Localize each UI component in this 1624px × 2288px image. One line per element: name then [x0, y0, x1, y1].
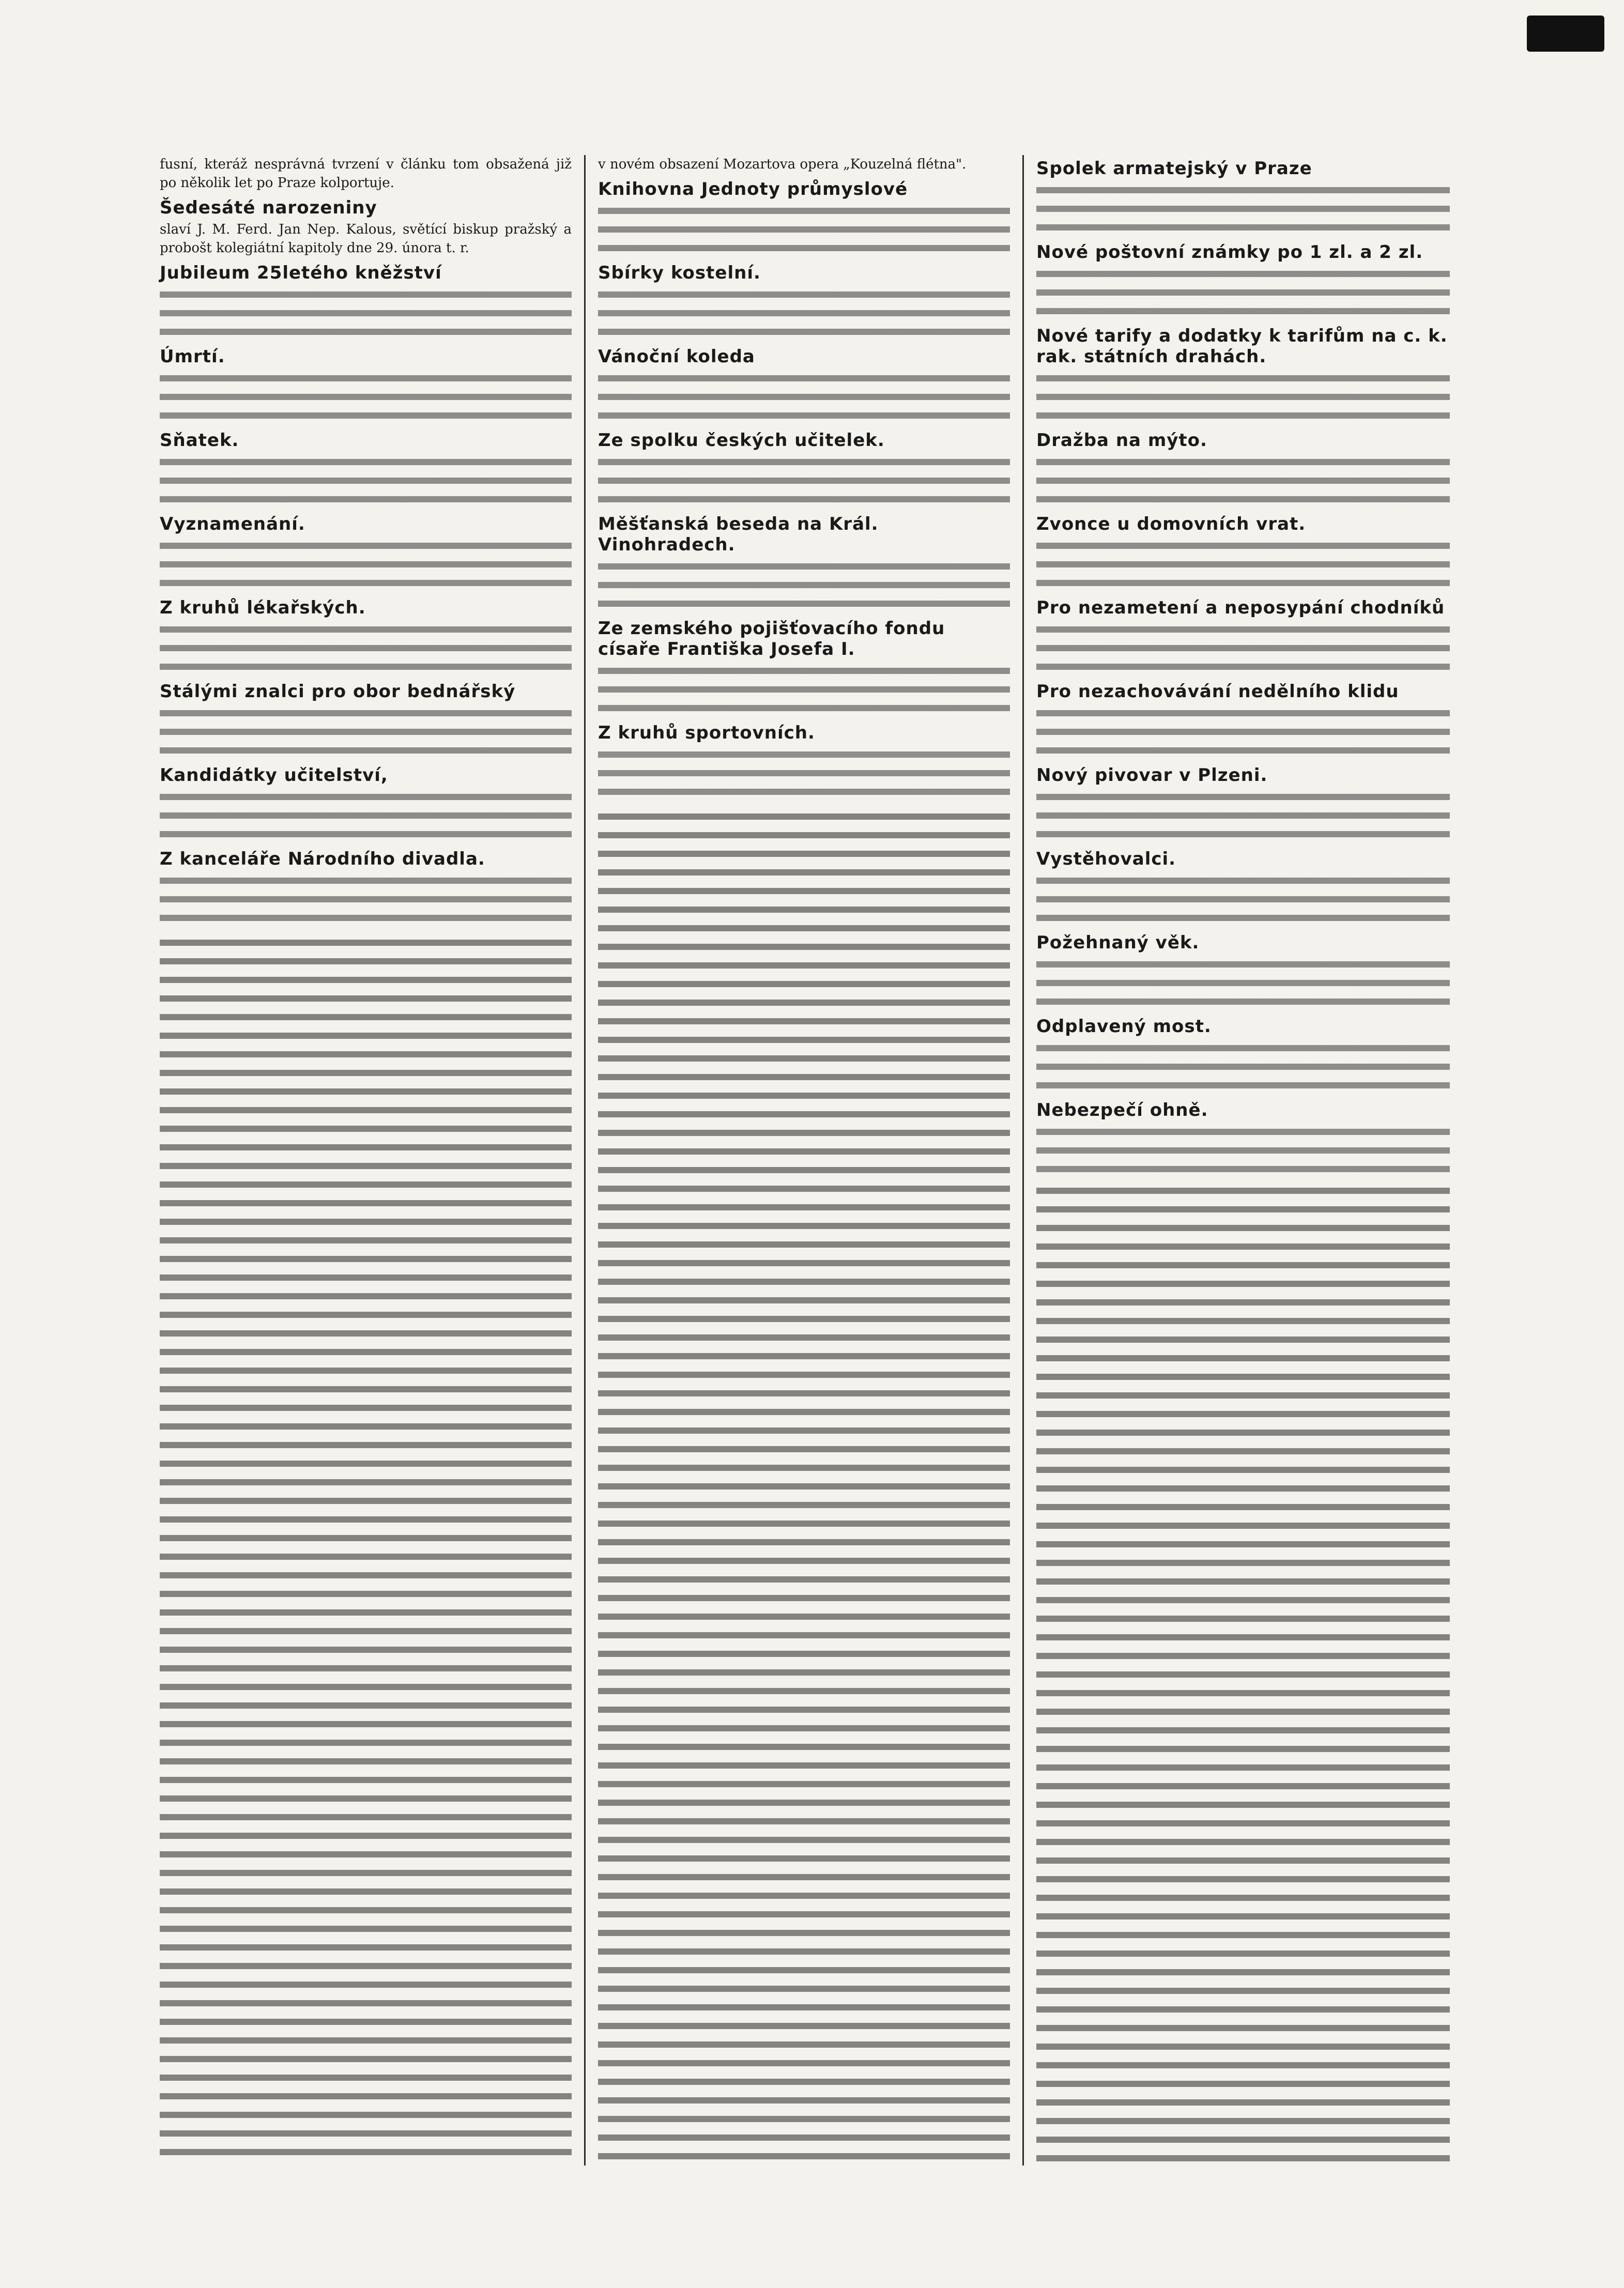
- article: [160, 263, 572, 341]
- article: [160, 155, 576, 192]
- article-body: v novém obsazení Mozartova opera „Kouzelná flétna".: [598, 157, 967, 172]
- article-headline: Měšťanská beseda na Král. Vinohradech.: [598, 514, 879, 555]
- article-body-unreadable: [598, 745, 1010, 801]
- unreadable-text-fill: [1036, 1180, 1450, 2166]
- article-body-unreadable: [598, 285, 1010, 341]
- article-body-unreadable: [1036, 369, 1450, 425]
- article-body-unreadable: [1036, 181, 1450, 237]
- article: [160, 430, 572, 509]
- article: [598, 263, 1010, 341]
- article-body-unreadable: [1036, 1039, 1450, 1095]
- article-headline: Pro nezametení a neposypání chodníků: [1036, 597, 1445, 618]
- article: [1036, 765, 1450, 843]
- article: [598, 155, 1010, 174]
- article-headline: Ze spolku českých učitelek.: [598, 430, 885, 451]
- article: [160, 681, 572, 760]
- article: [1036, 597, 1450, 676]
- article: [1036, 1100, 1450, 1178]
- article: [160, 197, 576, 257]
- article: [598, 618, 1010, 717]
- article: [160, 597, 572, 676]
- article-body-unreadable: [598, 369, 1010, 425]
- article: [598, 430, 1010, 509]
- corner-mark: [1527, 16, 1604, 52]
- article-headline: Požehnaný věk.: [1036, 932, 1200, 953]
- article: [160, 849, 572, 927]
- article-headline: Vyznamenání.: [160, 514, 305, 534]
- article-body: slaví J. M. Ferd. Jan Nep. Kalous, světící biskup pražský a probošt kolegiátní kapitoly dne 29. února t. r.: [160, 222, 576, 256]
- article-body-unreadable: [160, 536, 572, 592]
- article-headline: Ze zemského pojišťovacího fondu císaře Františka Josefa I.: [598, 618, 945, 659]
- article-headline: Dražba na mýto.: [1036, 430, 1207, 451]
- article: [1036, 514, 1450, 592]
- article-headline: Stálými znalci pro obor bednářský: [160, 681, 516, 702]
- article-body-unreadable: [1036, 453, 1450, 509]
- article-body-unreadable: [1036, 788, 1450, 843]
- article-body-unreadable: [598, 557, 1010, 613]
- article: [1036, 158, 1450, 237]
- article: [1036, 932, 1450, 1011]
- article: [598, 514, 1010, 613]
- unreadable-text-fill: [598, 806, 1010, 2166]
- article-body-unreadable: [160, 285, 572, 341]
- article-headline: Kandidátky učitelství,: [160, 765, 388, 786]
- article-headline: Odplavený most.: [1036, 1016, 1212, 1037]
- article: [160, 514, 572, 592]
- article-body-unreadable: [1036, 620, 1450, 676]
- article: [1036, 242, 1450, 320]
- article: [598, 723, 1010, 801]
- article-body: fusní, kteráž nesprávná tvrzení v článku tom obsažená již po několik let po Praze kolportuje.: [160, 157, 576, 191]
- article-body-unreadable: [160, 620, 572, 676]
- article: [598, 179, 1010, 257]
- article-headline: Sbírky kostelní.: [598, 263, 761, 283]
- column-right: [1024, 155, 1462, 2166]
- article-headline: Nebezpečí ohně.: [1036, 1100, 1208, 1120]
- article: [1036, 849, 1450, 927]
- article-body-unreadable: [160, 369, 572, 425]
- article-body-unreadable: [1036, 1123, 1450, 1178]
- article-headline: Úmrtí.: [160, 346, 225, 367]
- article-headline: Z kanceláře Národního divadla.: [160, 849, 485, 869]
- article-headline: Nové poštovní známky po 1 zl. a 2 zl.: [1036, 242, 1423, 263]
- article-headline: Z kruhů lékařských.: [160, 597, 366, 618]
- article-body-unreadable: [160, 704, 572, 760]
- article-body-unreadable: [1036, 871, 1450, 927]
- article: [1036, 430, 1450, 509]
- article-headline: Knihovna Jednoty průmyslové: [598, 179, 908, 199]
- article: [1036, 681, 1450, 760]
- column-left: [147, 155, 586, 2166]
- unreadable-text-fill: [160, 932, 572, 2166]
- column-middle: [586, 155, 1024, 2166]
- article-headline: Vánoční koleda: [598, 346, 755, 367]
- article: [1036, 1016, 1450, 1095]
- article-headline: Nový pivovar v Plzeni.: [1036, 765, 1268, 786]
- article-body-unreadable: [160, 453, 572, 509]
- newspaper-page: [147, 155, 1463, 2166]
- article-body-unreadable: [1036, 704, 1450, 760]
- article-body-unreadable: [160, 788, 572, 843]
- article: [160, 346, 572, 425]
- article-headline: Sňatek.: [160, 430, 239, 451]
- article-body-unreadable: [160, 871, 572, 927]
- article-headline: Zvonce u domovních vrat.: [1036, 514, 1306, 534]
- article-headline: Spolek armatejský v Praze: [1036, 158, 1312, 179]
- article-headline: Nové tarify a dodatky k tarifům na c. k. rak. státních drahách.: [1036, 326, 1448, 367]
- article: [598, 346, 1010, 425]
- article-body-unreadable: [598, 662, 1010, 717]
- article-body-unreadable: [1036, 536, 1450, 592]
- article-body-unreadable: [598, 202, 1010, 257]
- article-headline: Jubileum 25letého kněžství: [160, 263, 442, 283]
- article-headline: Pro nezachovávání nedělního klidu: [1036, 681, 1399, 702]
- article-body-unreadable: [1036, 265, 1450, 320]
- article-headline: Šedesáté narozeniny: [160, 197, 377, 218]
- article: [160, 765, 572, 843]
- article-headline: Z kruhů sportovních.: [598, 723, 815, 743]
- article: [1036, 326, 1450, 425]
- article-body-unreadable: [598, 453, 1010, 509]
- article-body-unreadable: [1036, 955, 1450, 1011]
- article-headline: Vystěhovalci.: [1036, 849, 1176, 869]
